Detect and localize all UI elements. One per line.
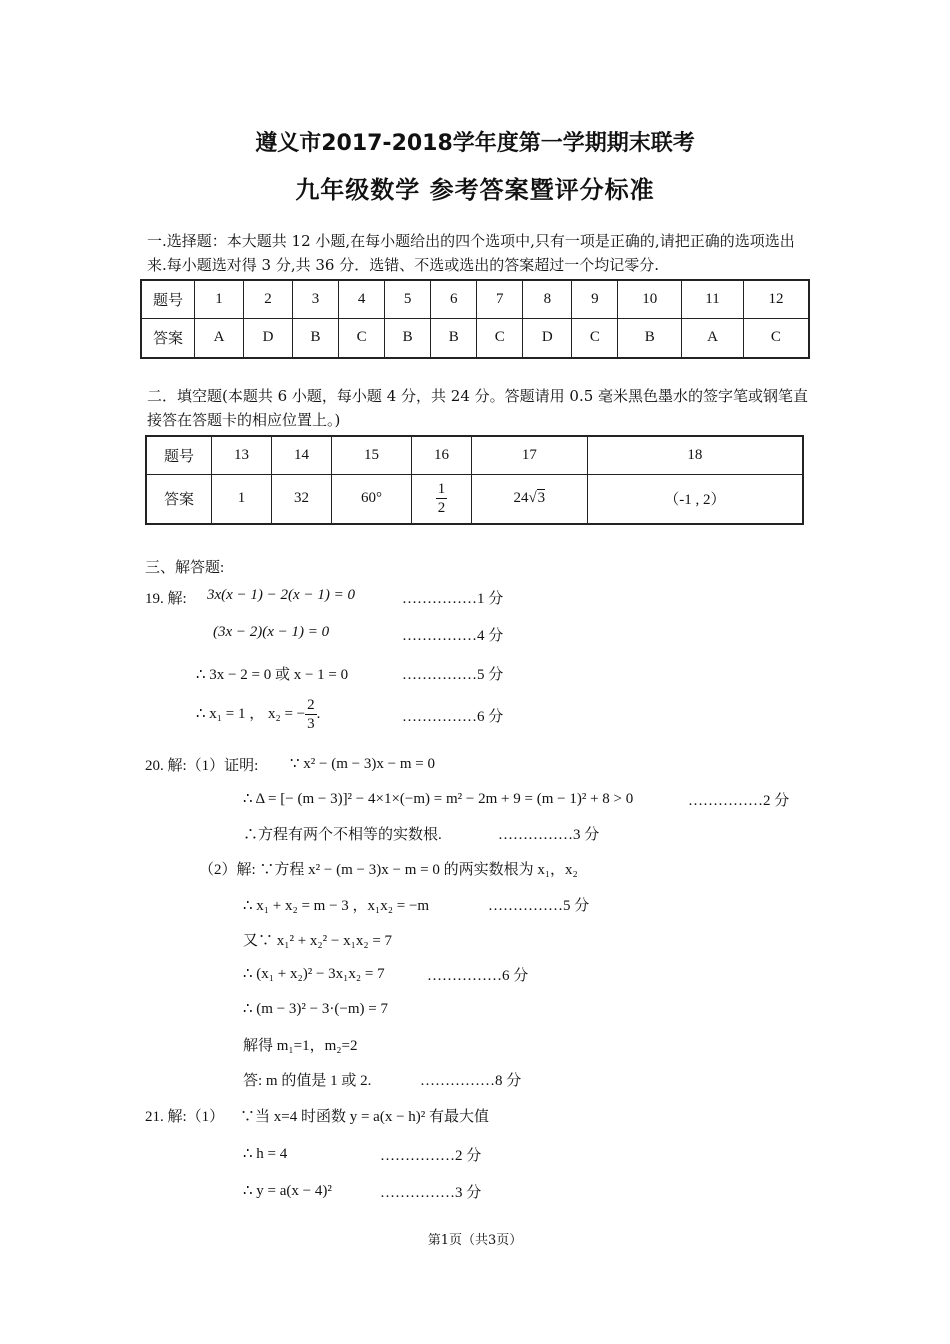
choice-answer: D [523,318,572,358]
fraction-numerator: 2 [307,697,315,713]
q20-step4: （2）解: ∵方程 x² − (m − 3)x − m = 0 的两实数根为 x₁，x₂ [199,862,578,878]
q20-step5: ∴ x₁ + x₂ = m − 3 ，x₁x₂ = −m [243,898,430,914]
choice-header-label: 题号 [141,280,195,318]
q20-step10: 答: m 的值是 1 或 2. [243,1073,372,1089]
sqrt-sign: √ [528,490,537,507]
fill-number: 17 [471,436,587,474]
q20-step7: ∴ (x₁ + x₂)² − 3x₁x₂ = 7 [243,966,385,982]
q19-step3: ∴ 3x − 2 = 0 或 x − 1 = 0 [196,667,349,683]
q19-step4-text: ∴ x₁ = 1 ， x₂ = − [196,705,306,722]
fill-answer: 32 [271,474,331,524]
fill-answer [471,474,587,524]
choice-answer: A [682,318,744,358]
q21-step1: ∵当 x=4 时函数 y = a(x − h)² 有最大值 [240,1109,490,1125]
choice-answer: B [618,318,682,358]
page-footer: 第1页（共3页） [427,1233,523,1248]
choice-number: 8 [523,280,572,318]
q19-score2: ……………4 分 [402,628,504,644]
fill-answer: （-1 , 2） [587,474,803,524]
q20-score10: ……………8 分 [420,1073,522,1089]
radicand: 3 [537,490,546,507]
q20-step3: ∴方程有两个不相等的实数根. [243,827,442,843]
fraction-denominator: 2 [437,500,446,517]
choice-number: 4 [339,280,385,318]
q20-step6: 又∵ x₁² + x₂² − x₁x₂ = 7 [243,933,393,949]
q21-step3: ∴ y = a(x − 4)² [243,1183,332,1199]
fill-answer [411,474,471,524]
q20-step8: ∴ (m − 3)² − 3·(−m) = 7 [243,1001,388,1017]
document-title: 遵义市2017-2018学年度第一学期期末联考 [255,131,695,156]
choice-answer-row [141,318,809,358]
q19-score1: ……………1 分 [402,591,504,607]
fill-answer-table [145,435,804,525]
q20-step2: ∴ Δ = [− (m − 3)]² − 4×1×(−m) = m² − 2m + 9 = (m − 1)² + 8 > 0 [243,791,634,807]
choice-answer: B [431,318,477,358]
q21-score2: ……………2 分 [380,1148,482,1164]
fill-number-row [146,436,803,474]
fill-answer: 1 [212,474,272,524]
q19-step4 [196,696,320,733]
choice-number: 6 [431,280,477,318]
q20-step1: ∵ x² − (m − 3)x − m = 0 [290,756,435,772]
q20-score7: ……………6 分 [427,968,529,984]
choice-answer-label: 答案 [141,318,195,358]
q19-score3: ……………5 分 [402,667,504,683]
choice-number: 2 [244,280,293,318]
fill-number: 18 [587,436,803,474]
q20-label: 20. 解:（1）证明: [145,758,259,774]
choice-answer: B [385,318,431,358]
section2-intro: 二．填空题(本题共 6 小题，每小题 4 分，共 24 分。答题请用 0.5 毫米黑色墨水的签字笔或钢笔直接答在答题卡的相应位置上。) [147,387,809,429]
choice-answer: B [293,318,339,358]
fraction [305,696,317,733]
q19-label: 19. 解: [145,591,187,607]
choice-answer: C [339,318,385,358]
fill-header-label: 题号 [146,436,212,474]
choice-number: 7 [477,280,523,318]
q20-step9: 解得 m₁=1，m₂=2 [243,1038,358,1054]
choice-number: 5 [385,280,431,318]
document-subtitle: 九年级数学 参考答案暨评分标准 [295,176,655,204]
q19-score4: ……………6 分 [402,709,504,725]
choice-number: 3 [293,280,339,318]
choice-answer: C [477,318,523,358]
choice-answer-table [140,279,810,359]
q19-step4-end: . [316,705,321,722]
fill-answer-label: 答案 [146,474,212,524]
q20-score3: ……………3 分 [498,827,600,843]
choice-answer: A [195,318,244,358]
radical-coefficient: 24 [513,490,529,507]
q20-score5: ……………5 分 [488,898,590,914]
fill-number: 16 [411,436,471,474]
fill-number: 14 [271,436,331,474]
fraction-denominator: 3 [307,716,315,732]
fill-answer: 60° [331,474,411,524]
section1-intro: 一.选择题：本大题共 12 小题,在每小题给出的四个选项中,只有一项是正确的,请把正确的选项选出来.每小题选对得 3 分,共 36 分．选错、不选或选出的答案超过一个均记零分. [147,232,795,274]
q20-score2: ……………2 分 [688,793,790,809]
q21-score3: ……………3 分 [380,1185,482,1201]
q21-label: 21. 解:（1） [145,1109,225,1125]
choice-answer: C [743,318,809,358]
q19-step2: (3x − 2)(x − 1) = 0 [213,624,330,640]
choice-number: 12 [743,280,809,318]
fill-answer-row [146,474,803,524]
fill-number: 15 [331,436,411,474]
choice-number: 9 [572,280,618,318]
fraction-numerator: 1 [437,481,446,498]
fraction [436,480,448,517]
choice-number: 1 [195,280,244,318]
choice-number-row [141,280,809,318]
q19-step1: 3x(x − 1) − 2(x − 1) = 0 [207,587,355,603]
choice-answer: D [244,318,293,358]
fill-number: 13 [212,436,272,474]
choice-number: 11 [682,280,744,318]
choice-answer: C [572,318,618,358]
choice-number: 10 [618,280,682,318]
section3-heading: 三、解答题: [145,560,225,576]
q21-step2: ∴ h = 4 [243,1146,288,1162]
